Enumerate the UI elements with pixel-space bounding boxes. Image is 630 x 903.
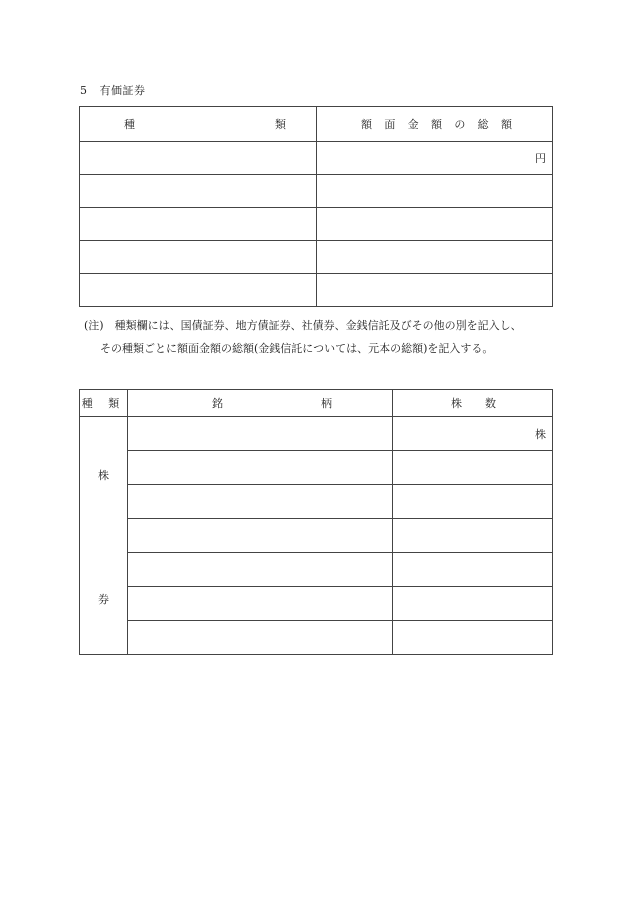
shares-cell[interactable] bbox=[393, 621, 553, 655]
kind-merged-cell bbox=[80, 417, 128, 655]
kind-cell[interactable] bbox=[80, 142, 317, 175]
table-header-row bbox=[80, 390, 553, 417]
brand-cell[interactable] bbox=[128, 621, 393, 655]
table-row bbox=[80, 208, 553, 241]
header-shares-char-2: 数 bbox=[485, 397, 496, 410]
header-shares bbox=[393, 390, 553, 417]
header-total-char: 総 bbox=[477, 118, 489, 131]
table-row bbox=[80, 451, 553, 485]
brand-cell[interactable] bbox=[128, 553, 393, 587]
kind-label-top: 株 bbox=[98, 469, 109, 482]
shares-cell[interactable] bbox=[393, 519, 553, 553]
header-total-char: 額 bbox=[361, 118, 372, 131]
unit-shares: 株 bbox=[535, 427, 546, 441]
header-kind-char-1: 種 bbox=[124, 118, 135, 131]
kind-cell[interactable] bbox=[80, 175, 317, 208]
kind-label-bottom: 券 bbox=[98, 593, 109, 606]
brand-cell[interactable] bbox=[128, 485, 393, 519]
header-kind-char-2: 類 bbox=[275, 118, 286, 131]
header-brand bbox=[128, 390, 393, 417]
section-heading: 有価証券 bbox=[99, 84, 146, 97]
table-row bbox=[80, 142, 553, 175]
kind-cell[interactable] bbox=[80, 274, 317, 307]
header-total-face-value bbox=[317, 107, 553, 142]
note-prefix: (注) bbox=[84, 319, 104, 332]
table-row bbox=[80, 553, 553, 587]
shares-cell[interactable] bbox=[393, 451, 553, 485]
header-total-char: 面 bbox=[384, 118, 396, 131]
kind-cell[interactable] bbox=[80, 208, 317, 241]
table-row bbox=[80, 485, 553, 519]
note-text-1: 種類欄には、国債証券、地方債証券、社債券、金銭信託及びその他の別を記入し、 bbox=[114, 319, 522, 332]
amount-cell[interactable] bbox=[317, 208, 553, 241]
section-number: 5 bbox=[80, 84, 88, 97]
shares-cell[interactable] bbox=[393, 587, 553, 621]
table-row bbox=[80, 241, 553, 274]
header-total-char: 金 bbox=[407, 118, 419, 131]
shares-cell[interactable] bbox=[393, 553, 553, 587]
note bbox=[84, 314, 554, 360]
amount-cell[interactable] bbox=[317, 274, 553, 307]
header-kind bbox=[80, 107, 317, 142]
securities-face-value-table bbox=[79, 106, 553, 307]
table-row bbox=[80, 175, 553, 208]
table-row bbox=[80, 274, 553, 307]
amount-cell[interactable] bbox=[317, 175, 553, 208]
table-row bbox=[80, 519, 553, 553]
section-title bbox=[80, 82, 146, 98]
header-shares-char-1: 株 bbox=[451, 397, 462, 410]
table-row bbox=[80, 621, 553, 655]
amount-cell[interactable] bbox=[317, 241, 553, 274]
brand-cell[interactable] bbox=[128, 587, 393, 621]
note-line-2: その種類ごとに額面金額の総額(金銭信託については、元本の総額)を記入する。 bbox=[100, 342, 494, 355]
note-line-1 bbox=[84, 314, 554, 337]
header-total-char: 額 bbox=[430, 118, 442, 131]
header-total-char: の bbox=[454, 118, 466, 131]
table-header-row bbox=[80, 107, 553, 142]
header-kind: 種 類 bbox=[80, 390, 128, 417]
header-brand-char-1: 銘 bbox=[212, 397, 223, 410]
unit-yen: 円 bbox=[535, 152, 546, 165]
shares-cell[interactable] bbox=[393, 417, 553, 451]
table-row bbox=[80, 587, 553, 621]
shares-cell[interactable] bbox=[393, 485, 553, 519]
brand-cell[interactable] bbox=[128, 519, 393, 553]
kind-cell[interactable] bbox=[80, 241, 317, 274]
header-brand-char-2: 柄 bbox=[321, 397, 332, 410]
brand-cell[interactable] bbox=[128, 451, 393, 485]
header-total-char: 額 bbox=[500, 118, 512, 131]
stock-shares-table bbox=[79, 389, 553, 655]
brand-cell[interactable] bbox=[128, 417, 393, 451]
amount-cell[interactable] bbox=[317, 142, 553, 175]
table-row bbox=[80, 417, 553, 451]
